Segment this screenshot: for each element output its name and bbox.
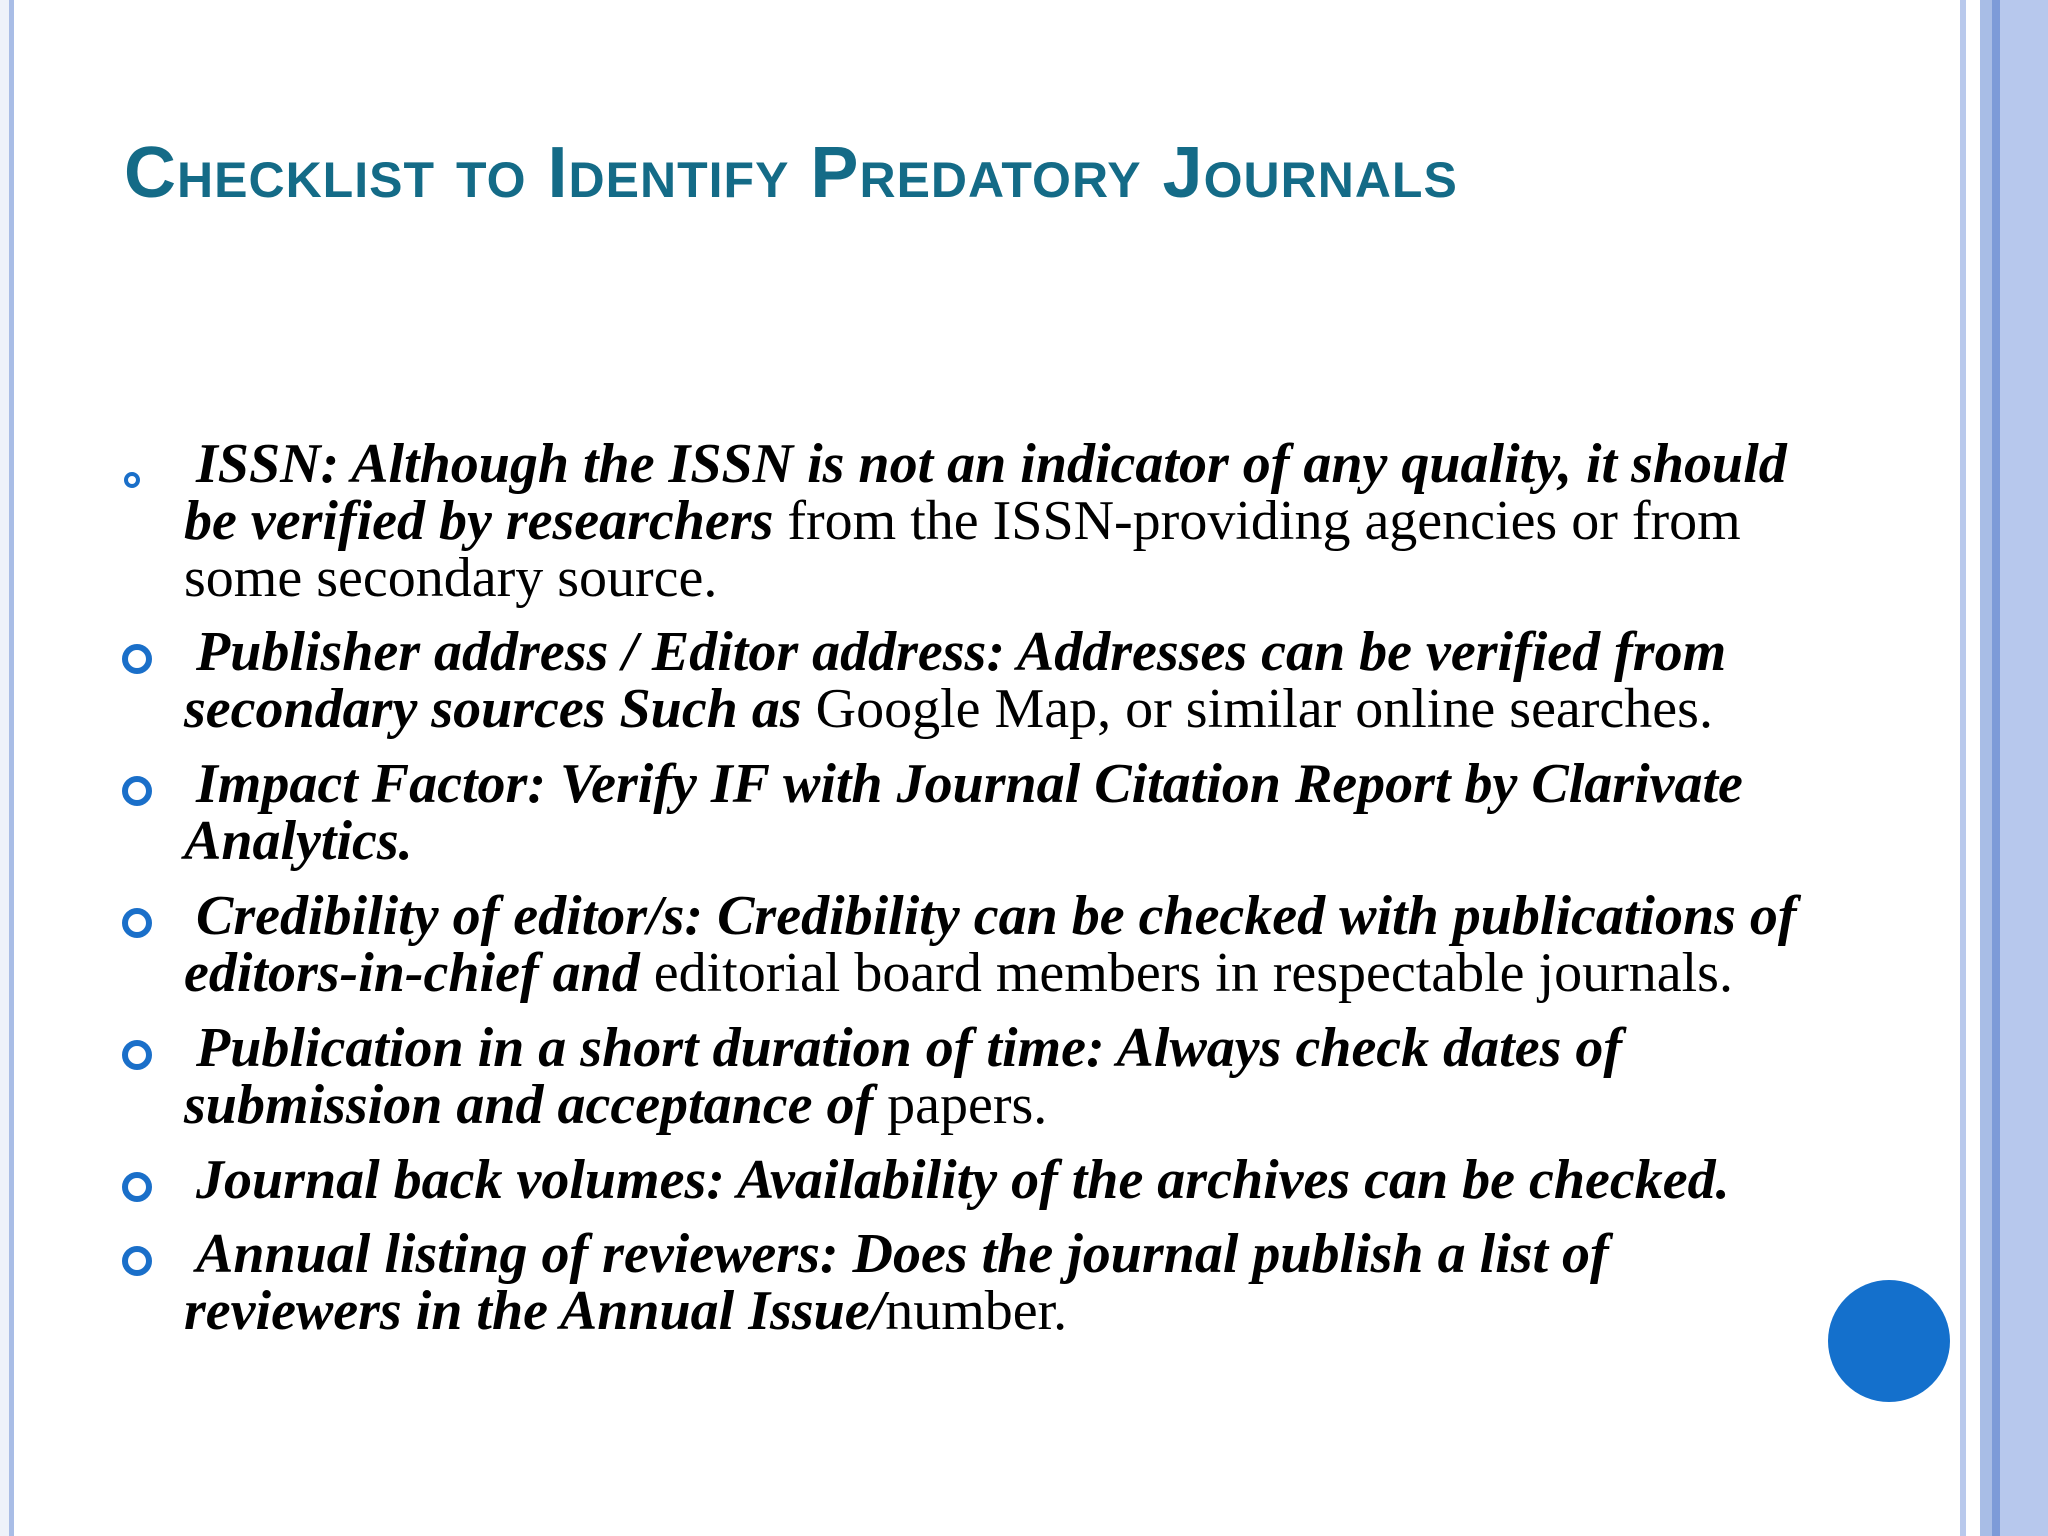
bullet-marker-icon	[122, 1172, 152, 1202]
bullet-emphasis: Annual listing of reviewers: Does the journal publish a list of	[196, 1223, 1609, 1285]
decorative-circle-icon	[1828, 1280, 1950, 1402]
bullet-line	[184, 490, 2044, 552]
bullet-text	[184, 621, 2044, 740]
bullet-line	[184, 1017, 2044, 1079]
bullet-emphasis: reviewers in the Annual Issue/	[184, 1280, 886, 1342]
bullet-marker-icon	[122, 776, 152, 806]
bullet-emphasis: Journal back volumes: Availability of the archives can be checked.	[196, 1149, 1730, 1211]
bullet-plain: editorial board members in respectable journals.	[639, 942, 1733, 1004]
bullet-text	[184, 885, 2044, 1004]
bullet-plain: papers.	[873, 1074, 1048, 1136]
bullet-line	[184, 810, 2044, 872]
bullet-line	[184, 885, 2044, 947]
bullet-line	[184, 433, 2044, 495]
bullet-line	[184, 753, 2044, 815]
bullet-emphasis: Publication in a short duration of time: Always check dates of	[196, 1017, 1623, 1079]
bullet-text	[184, 1223, 2044, 1342]
bullet-text	[184, 1017, 2044, 1136]
bullet-line	[184, 1223, 2044, 1285]
bullet-emphasis: ISSN: Although the ISSN is not an indicator of any quality, it should	[196, 433, 1787, 495]
bullet-marker-icon	[122, 908, 152, 938]
bullet-plain: from the ISSN-providing agencies or from	[773, 490, 1741, 552]
bullet-text	[184, 753, 2044, 872]
bullet-emphasis: secondary sources Such as	[184, 678, 802, 740]
bullet-emphasis: Publisher address / Editor address: Addresses can be verified from	[196, 621, 1727, 683]
bullet-emphasis: Analytics.	[184, 810, 413, 872]
bullet-line	[184, 621, 2044, 683]
bullet-line	[184, 1280, 2044, 1342]
bullet-text	[184, 433, 2044, 609]
bullet-line	[184, 678, 2044, 740]
bullet-line	[184, 1074, 2044, 1136]
bullet-marker-icon	[122, 1040, 152, 1070]
bullet-emphasis: Credibility of editor/s: Credibility can be checked with publications of	[196, 885, 1797, 947]
bullet-emphasis: editors-in-chief and	[184, 942, 640, 1004]
bullet-emphasis: be verified by researchers	[184, 490, 774, 552]
bullet-plain: number.	[885, 1280, 1068, 1342]
bullet-marker-icon	[122, 1246, 152, 1276]
bullet-plain: some secondary source.	[184, 547, 718, 609]
bullet-emphasis: Impact Factor: Verify IF with Journal Citation Report by Clarivate	[196, 753, 1743, 815]
slide-title: Checklist to Identify Predatory Journals	[124, 133, 1458, 213]
bullet-emphasis: submission and acceptance of	[184, 1074, 874, 1136]
bullet-line	[184, 1149, 2044, 1211]
bullet-plain: Google Map, or similar online searches.	[801, 678, 1713, 740]
left-frame-line	[9, 0, 14, 1536]
bullet-text	[184, 1149, 2044, 1211]
bullet-line	[184, 547, 2044, 609]
bullet-marker-icon	[124, 472, 140, 488]
bullet-line	[184, 942, 2044, 1004]
bullet-marker-icon	[122, 644, 152, 674]
